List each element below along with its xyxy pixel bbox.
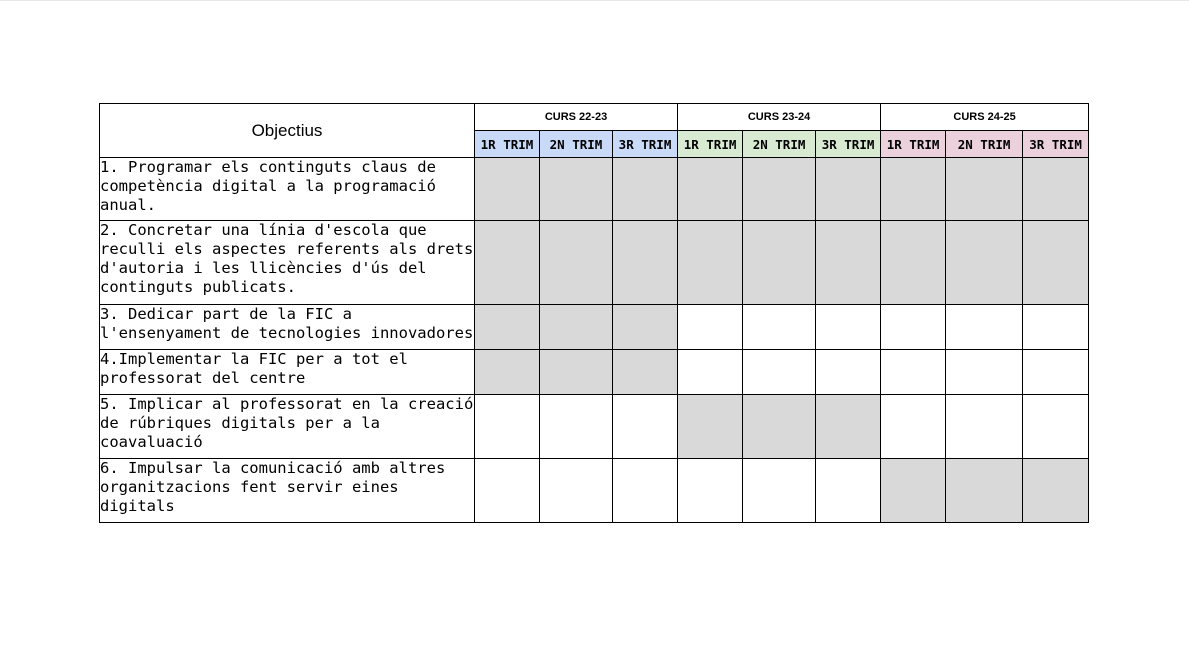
term-header: 3R TRIM: [613, 131, 678, 158]
empty-term-cell: [946, 305, 1023, 350]
scheduled-term-cell: [540, 158, 613, 221]
scheduled-term-cell: [881, 158, 946, 221]
objective-text: [100, 395, 475, 459]
empty-term-cell: [540, 395, 613, 459]
empty-term-cell: [881, 395, 946, 459]
course-header-22-23: CURS 22-23: [475, 104, 678, 131]
objectives-schedule-table: [99, 103, 1089, 523]
scheduled-term-cell: [540, 305, 613, 350]
term-header: 3R TRIM: [816, 131, 881, 158]
term-header: 2N TRIM: [743, 131, 816, 158]
scheduled-term-cell: [678, 221, 743, 305]
empty-term-cell: [881, 305, 946, 350]
objective-text: [100, 221, 475, 305]
empty-term-cell: [475, 459, 540, 523]
objective-text-line: digitals: [100, 497, 175, 515]
empty-term-cell: [946, 350, 1023, 395]
objective-text: [100, 350, 475, 395]
scheduled-term-cell: [613, 350, 678, 395]
scheduled-term-cell: [540, 350, 613, 395]
scheduled-term-cell: [475, 221, 540, 305]
objective-text-line: de rúbriques digitals per a la: [100, 414, 380, 432]
empty-term-cell: [613, 459, 678, 523]
objective-text-line: reculli els aspectes referents als drets: [100, 240, 474, 258]
objective-text-line: competència digital a la programació: [100, 177, 436, 195]
scheduled-term-cell: [881, 221, 946, 305]
empty-term-cell: [1023, 305, 1089, 350]
scheduled-term-cell: [881, 459, 946, 523]
objective-text-line: 2. Concretar una línia d'escola que: [100, 221, 427, 239]
objective-text-line: continguts publicats.: [100, 278, 296, 296]
objective-row: [100, 459, 1089, 523]
scheduled-term-cell: [475, 158, 540, 221]
objective-text: [100, 305, 475, 350]
objective-text-line: 4.Implementar la FIC per a tot el: [100, 350, 408, 368]
empty-term-cell: [816, 305, 881, 350]
scheduled-term-cell: [743, 395, 816, 459]
empty-term-cell: [1023, 395, 1089, 459]
empty-term-cell: [678, 305, 743, 350]
empty-term-cell: [743, 305, 816, 350]
scheduled-term-cell: [946, 459, 1023, 523]
objective-row: [100, 350, 1089, 395]
course-header-row: [100, 104, 1089, 131]
scheduled-term-cell: [946, 221, 1023, 305]
objectives-column-header: Objectius: [100, 104, 475, 158]
scheduled-term-cell: [1023, 459, 1089, 523]
scheduled-term-cell: [613, 158, 678, 221]
empty-term-cell: [743, 350, 816, 395]
scheduled-term-cell: [613, 305, 678, 350]
objective-text-line: d'autoria i les llicències d'ús del: [100, 259, 427, 277]
scheduled-term-cell: [816, 221, 881, 305]
scheduled-term-cell: [540, 221, 613, 305]
term-header: 1R TRIM: [475, 131, 540, 158]
course-header-24-25: CURS 24-25: [881, 104, 1089, 131]
objective-text-line: anual.: [100, 196, 156, 214]
objective-text-line: professorat del centre: [100, 369, 306, 387]
objective-text-line: coavaluació: [100, 433, 203, 451]
objective-text-line: l'ensenyament de tecnologies innovadores: [100, 324, 474, 342]
term-header: 3R TRIM: [1023, 131, 1089, 158]
scheduled-term-cell: [678, 395, 743, 459]
empty-term-cell: [946, 395, 1023, 459]
scheduled-term-cell: [743, 158, 816, 221]
objective-row: [100, 305, 1089, 350]
scheduled-term-cell: [475, 305, 540, 350]
objective-text: [100, 158, 475, 221]
objectives-table-body: [100, 158, 1089, 523]
empty-term-cell: [881, 350, 946, 395]
scheduled-term-cell: [1023, 158, 1089, 221]
term-header: 1R TRIM: [678, 131, 743, 158]
objective-row: [100, 158, 1089, 221]
objective-text-line: organitzacions fent servir eines: [100, 478, 399, 496]
scheduled-term-cell: [1023, 221, 1089, 305]
empty-term-cell: [613, 395, 678, 459]
empty-term-cell: [475, 395, 540, 459]
scheduled-term-cell: [816, 395, 881, 459]
empty-term-cell: [678, 350, 743, 395]
empty-term-cell: [1023, 350, 1089, 395]
scheduled-term-cell: [678, 158, 743, 221]
objective-text-line: 3. Dedicar part de la FIC a: [100, 305, 352, 323]
term-header: 1R TRIM: [881, 131, 946, 158]
scheduled-term-cell: [743, 221, 816, 305]
objective-row: [100, 221, 1089, 305]
scheduled-term-cell: [816, 158, 881, 221]
objective-text-line: 5. Implicar al professorat en la creació: [100, 395, 474, 413]
empty-term-cell: [816, 459, 881, 523]
objective-text: [100, 459, 475, 523]
objective-text-line: 6. Impulsar la comunicació amb altres: [100, 459, 446, 477]
scheduled-term-cell: [946, 158, 1023, 221]
objective-row: [100, 395, 1089, 459]
course-header-23-24: CURS 23-24: [678, 104, 881, 131]
empty-term-cell: [816, 350, 881, 395]
empty-term-cell: [540, 459, 613, 523]
empty-term-cell: [743, 459, 816, 523]
empty-term-cell: [678, 459, 743, 523]
term-header: 2N TRIM: [540, 131, 613, 158]
term-header: 2N TRIM: [946, 131, 1023, 158]
objective-text-line: 1. Programar els continguts claus de: [100, 158, 436, 176]
scheduled-term-cell: [475, 350, 540, 395]
page-top-border: [0, 0, 1189, 1]
scheduled-term-cell: [613, 221, 678, 305]
